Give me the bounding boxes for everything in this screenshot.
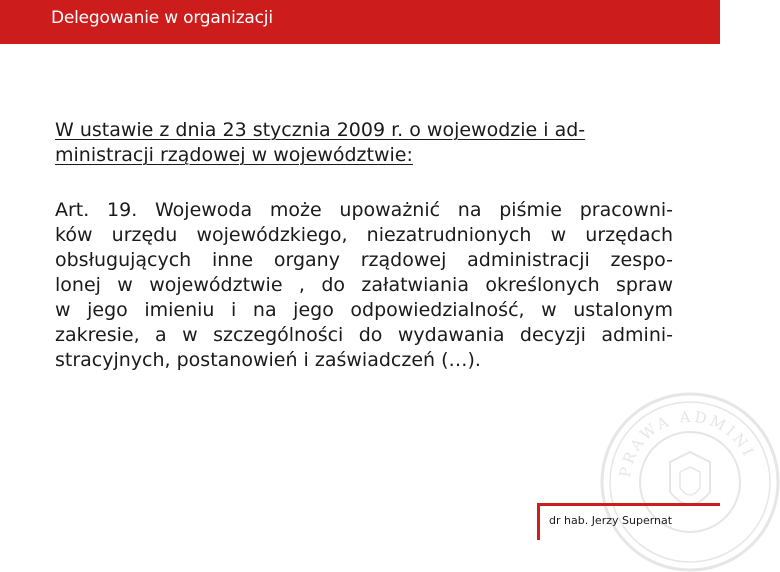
slide-title: Delegowanie w organizacji — [51, 8, 273, 28]
article-line: zakresie, a w szczególności do wydawania decyzji admini- — [55, 324, 673, 346]
author-credit: dr hab. Jerzy Supernat — [549, 514, 673, 527]
slide-content — [55, 118, 673, 373]
article-line: stracyjnych, postanowień i zaświadczeń (…). — [55, 349, 481, 371]
svg-text:PRAWA ADMINI: PRAWA ADMINI — [615, 407, 759, 479]
article-text — [55, 198, 673, 373]
article-line: Art. 19. Wojewoda może upoważnić na piśmie pracowni- — [55, 199, 673, 221]
article-line: lonej w województwie , do załatwiania określonych spraw — [55, 274, 673, 296]
heading-line: W ustawie z dnia 23 stycznia 2009 r. o wojewodzie i ad- — [55, 119, 586, 141]
footer-divider-vertical — [537, 503, 540, 540]
article-line: obsługujących inne organy rządowej administracji zespo- — [55, 249, 673, 271]
article-line: ków urzędu wojewódzkiego, niezatrudnionych w urzędach — [55, 224, 673, 246]
heading-line: ministracji rządowej w województwie: — [55, 144, 413, 166]
university-seal-watermark — [600, 392, 780, 572]
header-bar — [0, 0, 720, 44]
footer-divider — [537, 503, 720, 506]
article-line: w jego imieniu i na jego odpowiedzialność, w ustalonym — [55, 299, 673, 321]
statute-heading — [55, 118, 673, 168]
